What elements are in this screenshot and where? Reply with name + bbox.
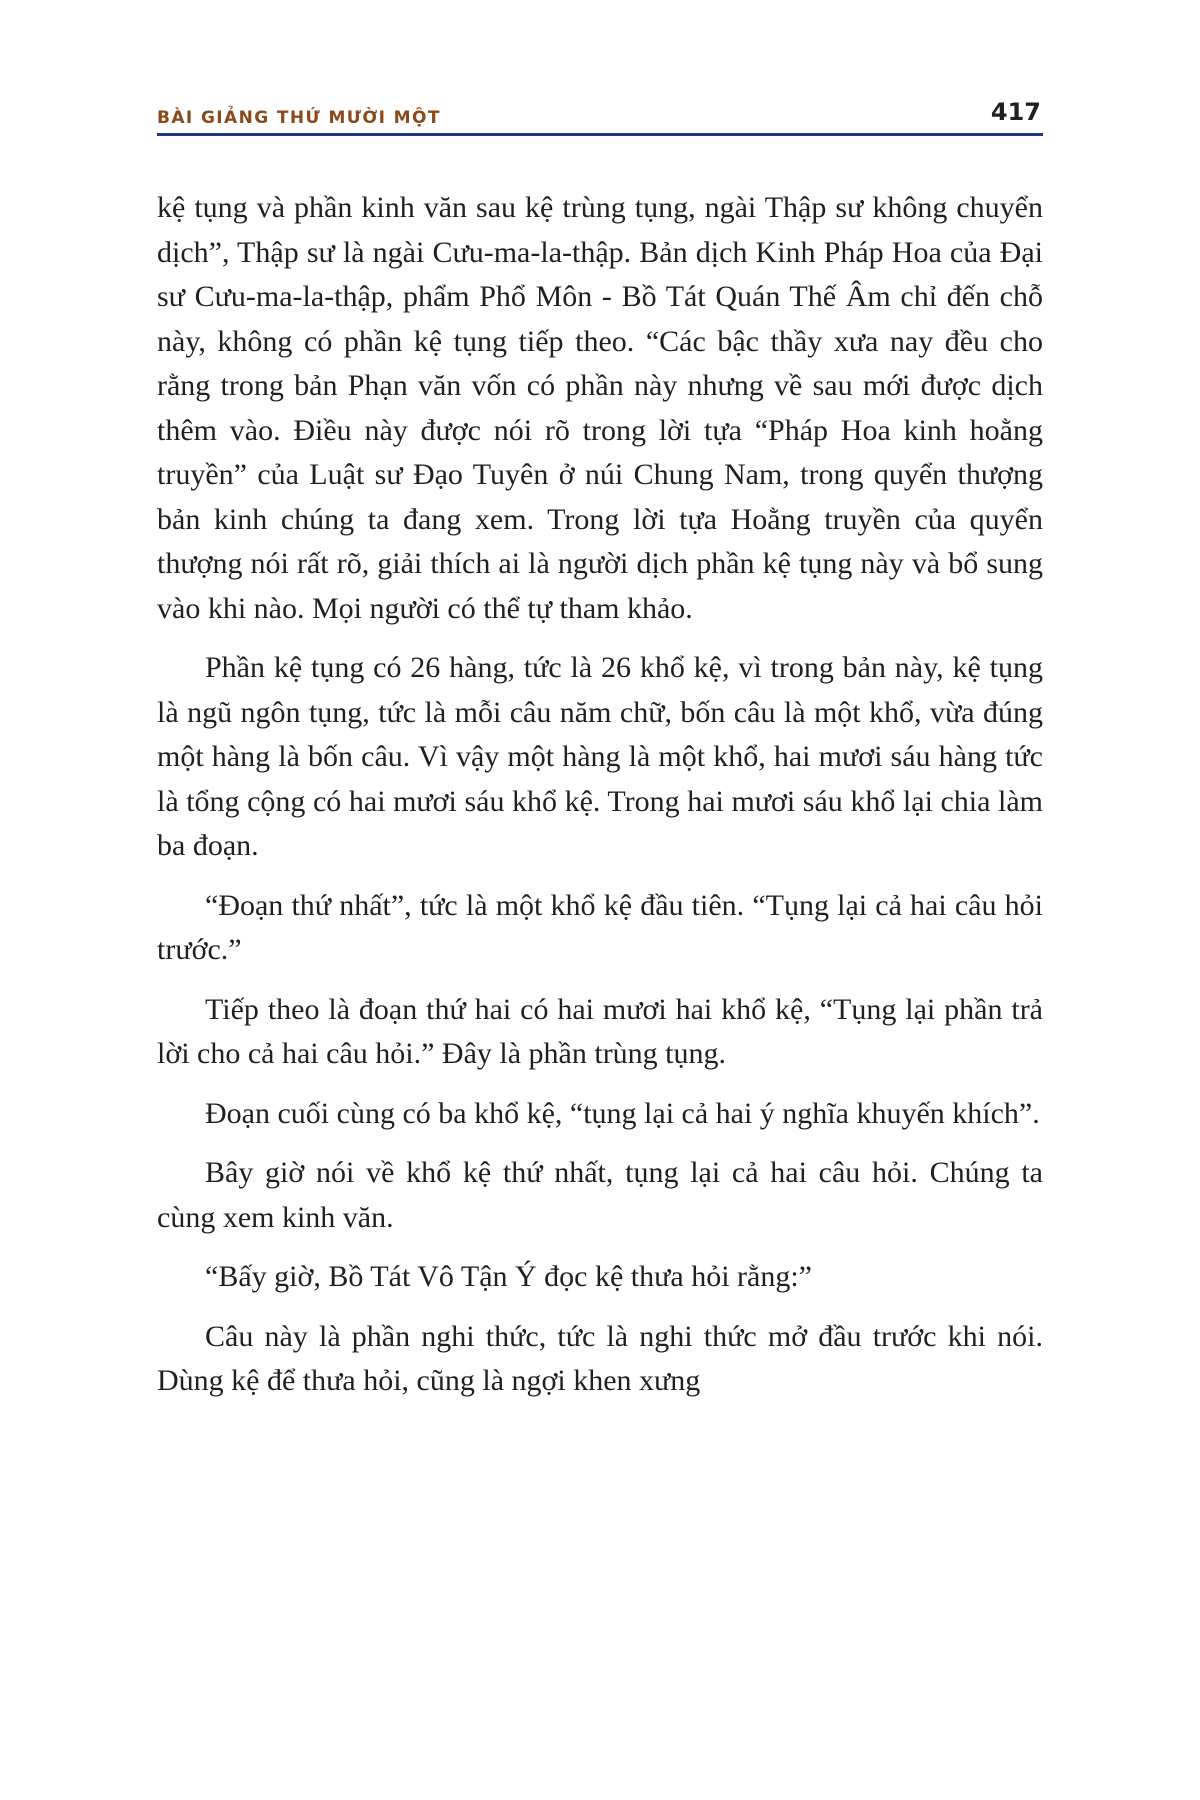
section-title: BÀI GIẢNG THỨ MƯỜI MỘT	[157, 108, 441, 128]
paragraph-7: “Bấy giờ, Bồ Tát Vô Tận Ý đọc kệ thưa hỏi rằng:”	[205, 1260, 813, 1293]
paragraph-4: Tiếp theo là đoạn thứ hai có hai mươi hai khổ kệ, “Tụng lại phần trả lời cho cả hai câu hỏi.” Đây là phần trùng tụng.	[157, 992, 1043, 1070]
running-header	[157, 96, 1043, 136]
page-number: 417	[990, 98, 1041, 126]
paragraph-3: “Đoạn thứ nhất”, tức là một khổ kệ đầu tiên. “Tụng lại cả hai câu hỏi trước.”	[157, 888, 1043, 966]
header-rule	[157, 133, 1043, 136]
paragraph-6: Bây giờ nói về khổ kệ thứ nhất, tụng lại cả hai câu hỏi. Chúng ta cùng xem kinh văn.	[157, 1156, 1043, 1234]
body-text	[157, 186, 1043, 1419]
paragraph-8: Câu này là phần nghi thức, tức là nghi thức mở đầu trước khi nói. Dùng kệ để thưa hỏi, cũng là ngợi khen xưng	[157, 1319, 1043, 1397]
paragraph-5: Đoạn cuối cùng có ba khổ kệ, “tụng lại cả hai ý nghĩa khuyến khích”.	[205, 1096, 1040, 1130]
paragraph-1: kệ tụng và phần kinh văn sau kệ trùng tụng, ngài Thập sư không chuyển dịch”, Thập sư là ngài Cưu-ma-la-thập. Bản dịch Kinh Pháp Hoa của Đại sư Cưu-ma-la-thập, phẩm Phổ Môn - Bồ Tát Quán Thế Âm chỉ đến chỗ này, không có phần kệ tụng tiếp theo. “Các bậc thầy xưa nay đều cho rằng trong bản Phạn văn vốn có phần này nhưng về sau mới được dịch thêm vào. Điều này được nói rõ trong lời tựa “Pháp Hoa kinh hoằng truyền” của Luật sư Đạo Tuyên ở núi Chung Nam, trong quyển thượng bản kinh chúng ta đang xem. Trong lời tựa Hoằng truyền của quyển thượng nói rất rõ, giải thích ai là người dịch phần kệ tụng này và bổ sung vào khi nào. Mọi người có thể tự tham khảo.	[157, 191, 1043, 625]
paragraph-2: Phần kệ tụng có 26 hàng, tức là 26 khổ kệ, vì trong bản này, kệ tụng là ngũ ngôn tụng, tức là mỗi câu năm chữ, bốn câu là một khổ, vừa đúng một hàng là bốn câu. Vì vậy một hàng là một khổ, hai mươi sáu hàng tức là tổng cộng có hai mươi sáu khổ kệ. Trong hai mươi sáu khổ lại chia làm ba đoạn.	[157, 651, 1043, 862]
